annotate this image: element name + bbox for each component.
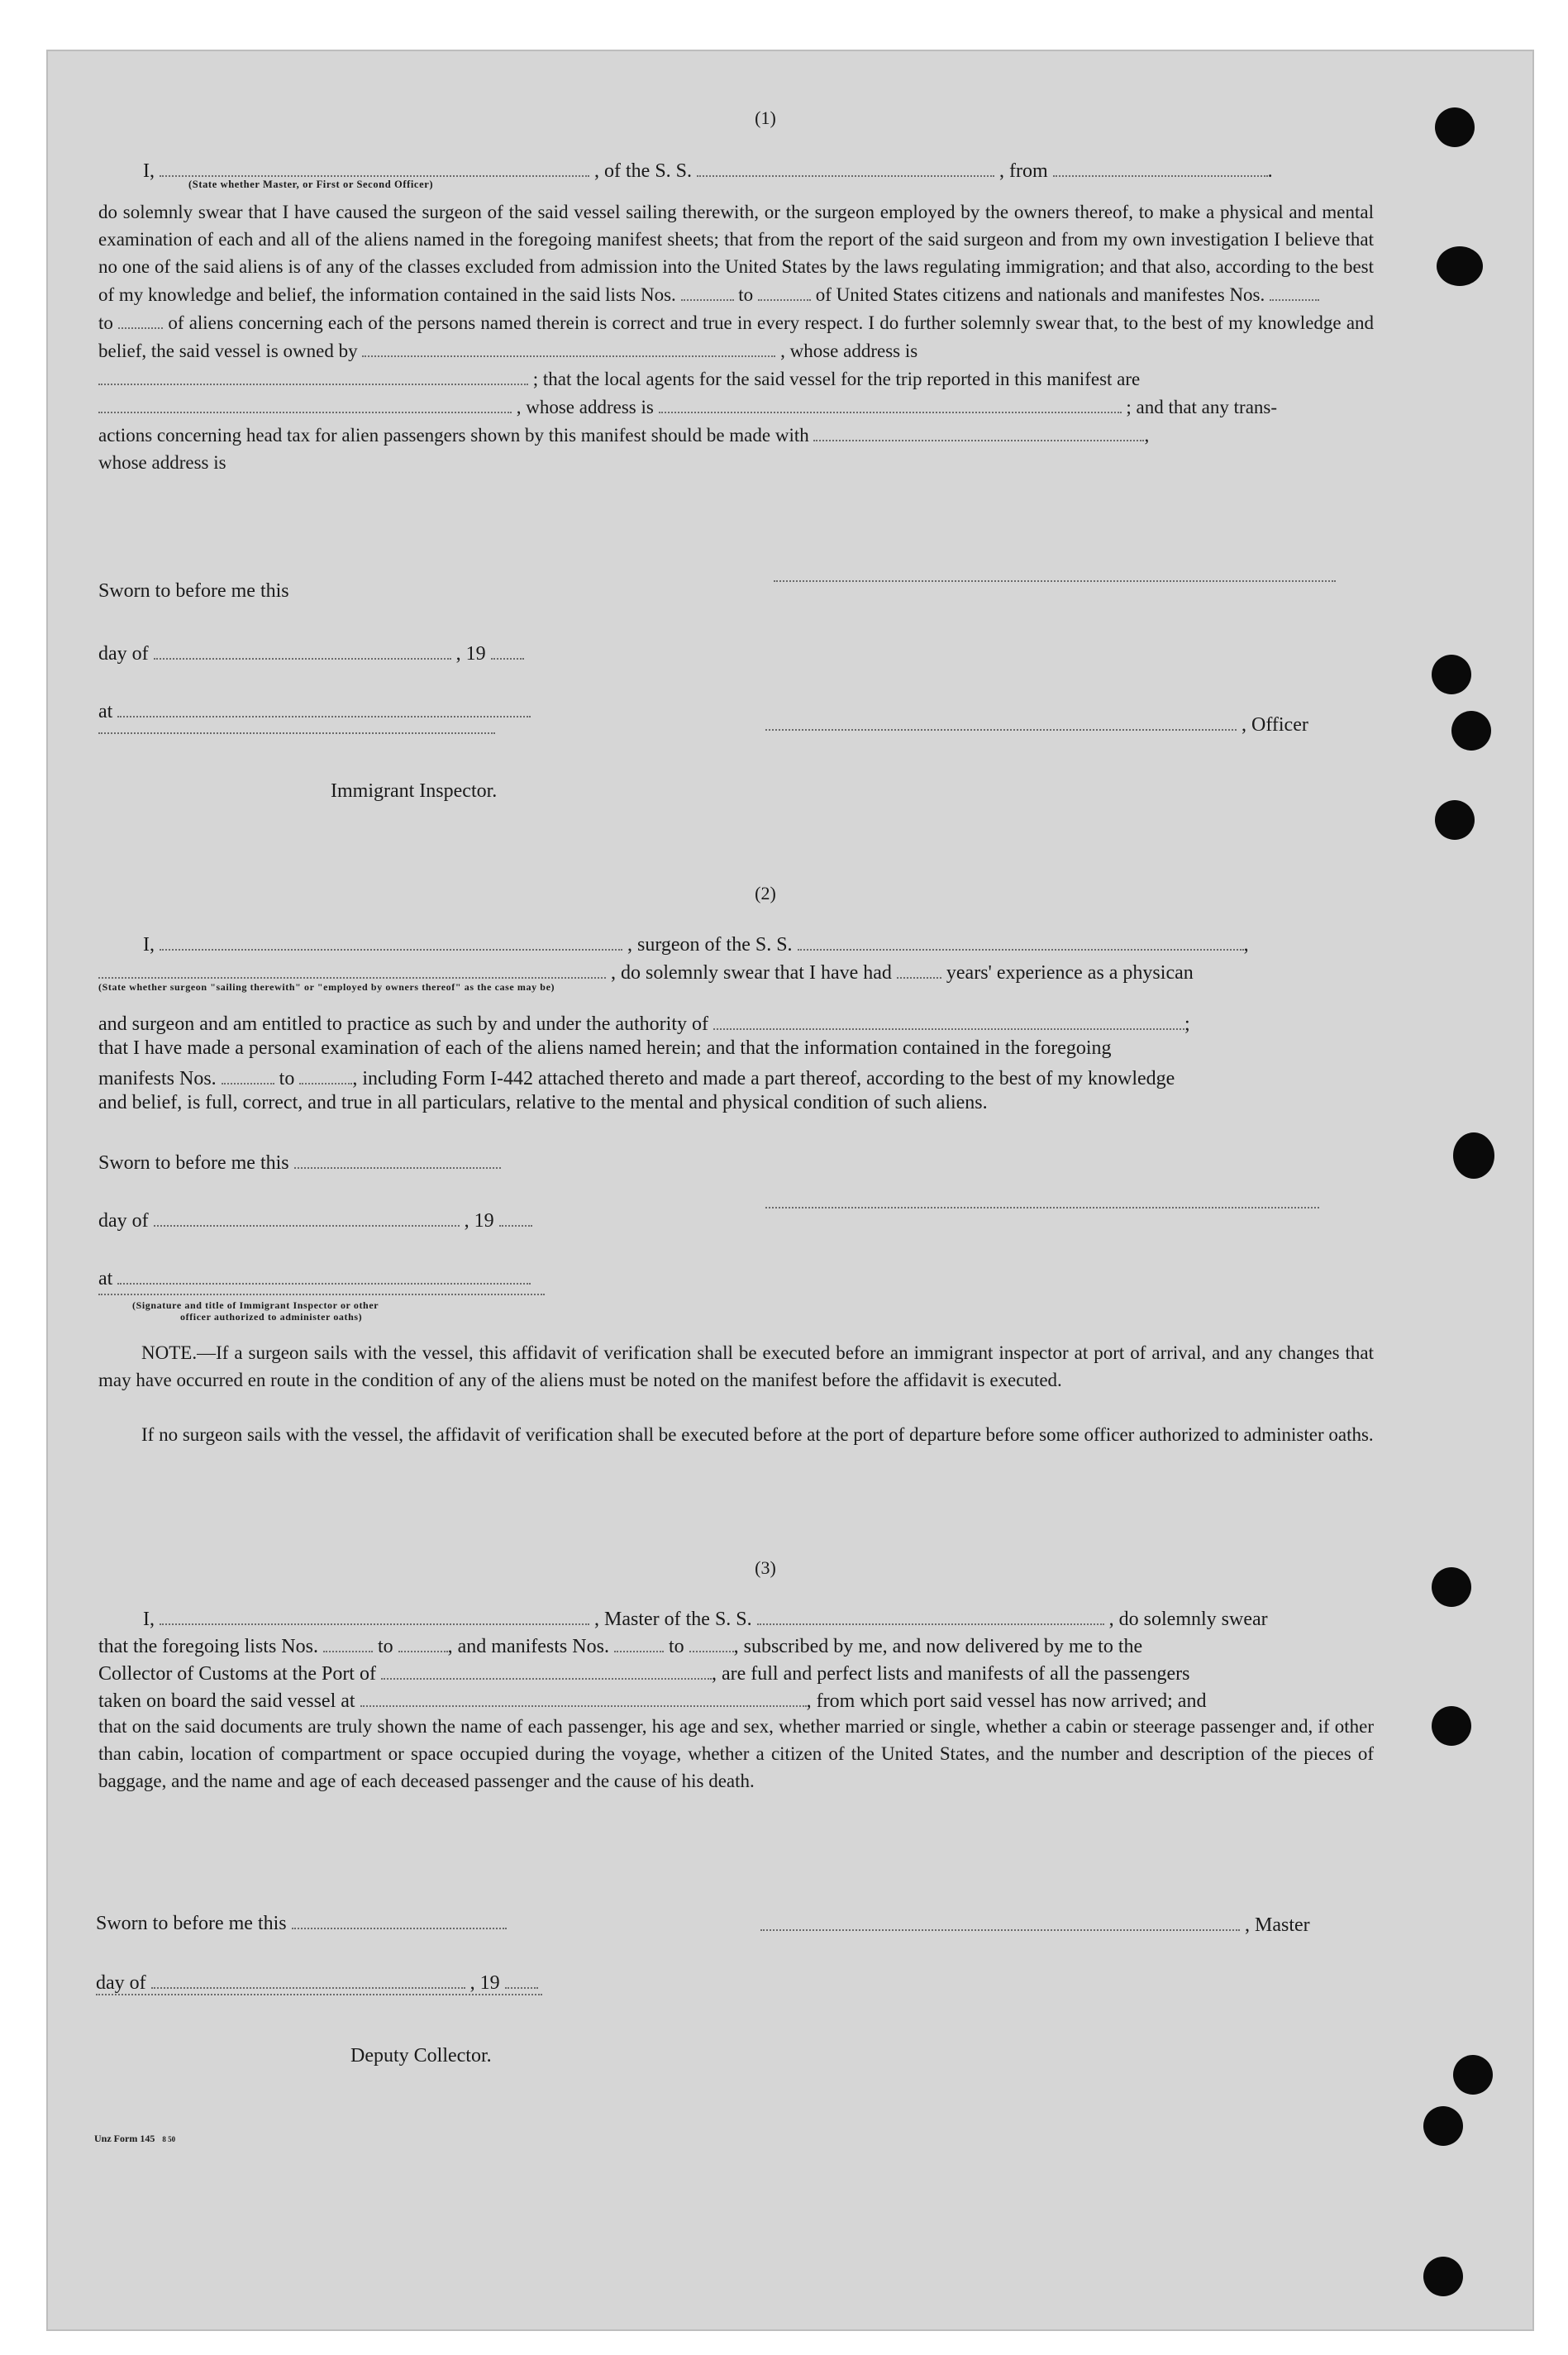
lists-to-field[interactable] [758,280,811,301]
master-name-field[interactable] [160,1604,589,1625]
form-page [46,50,1534,2331]
surgeon-status-field[interactable] [98,957,606,979]
label: day of [98,643,149,665]
local-agents-field[interactable] [98,393,512,413]
manifests-from-field[interactable] [1270,280,1319,301]
owner-address-field[interactable] [98,365,528,385]
label: , are full and perfect lists and manifests of all the passengers [711,1663,1190,1685]
section3-paragraph: that on the said documents are truly shown the name of each passenger, his age and sex, whether married or single, whether a cabin or steerage passenger and, if other than cabin, location of compartment or space occupied during the voyage, whether a citizen of the United States, and the number and description of the pieces of baggage, and the name and age of each deceased passenger and the cause of his death. [98,1716,1374,1791]
label: . [1267,160,1273,182]
label: , [1144,425,1150,446]
label: to [98,312,113,333]
label: manifests Nos. [98,1068,217,1089]
collector-signature-field[interactable] [96,1994,542,1995]
label: whose address is [98,452,226,473]
day-field[interactable] [154,1205,460,1227]
years-field[interactable] [897,957,941,979]
at-place-field[interactable] [117,696,531,717]
label: , from which port said vessel has now arrived; and [806,1690,1207,1712]
label: , 19 [464,1210,494,1232]
label: , [1243,934,1249,956]
port-field[interactable] [381,1658,712,1680]
note-paragraph: NOTE.—If a surgeon sails with the vessel, this affidavit of verification shall be executed before an immigrant inspector at port of arrival, and any changes that may have occurred en route in the condition of any of the aliens must be noted on the manifest before the affidavit is executed. [98,1342,1374,1390]
master-signature-field[interactable] [760,1909,1240,1931]
label: to [279,1068,295,1089]
section3-line-4 [98,1685,1206,1714]
label: , of the S. S. [594,160,693,182]
deputy-label: Deputy Collector. [350,2045,492,2067]
sworn-line [98,579,289,603]
day-line [98,638,524,666]
officer-signature-field[interactable] [774,580,1336,582]
label: at [98,1268,113,1290]
label: I, [143,1609,155,1630]
head-tax-party-field[interactable] [813,421,1144,441]
section-number: (1) [755,107,776,128]
label: ; and that any trans- [1126,397,1278,417]
owner-field[interactable] [362,336,775,357]
label: , Master of the S. S. [594,1609,752,1630]
inspector-signature-field[interactable] [98,732,495,734]
section2-line-4: that I have made a personal examination of each of the aliens named herein; and that the information contained in the foregoing [98,1037,1112,1059]
body-text: ; that the local agents for the said vessel for the trip reported in this manifest are [532,369,1141,389]
year-field[interactable] [499,1205,532,1227]
at-line [98,1263,531,1291]
label: , and manifests Nos. [447,1636,609,1657]
label: , Master [1245,1914,1310,1936]
section3-line-1 [143,1604,1268,1632]
inspector-label: Immigrant Inspector. [331,780,498,802]
sworn-line [98,1147,501,1175]
sworn-date-field[interactable] [294,1147,501,1169]
label: at [98,701,113,722]
officer-line [765,709,1308,737]
form-number [94,2133,175,2145]
punch-hole [1451,711,1491,751]
body-text: of aliens concerning each of the persons named therein is correct and true in every respect. I do further solemnly swear that, to the best of my knowledge and belief, the said vessel is owned by [98,312,1375,361]
manifests-to-field[interactable] [118,308,163,329]
surgeon-name-field[interactable] [160,929,622,951]
punch-hole [1432,655,1471,694]
note-paragraph: If no surgeon sails with the vessel, the affidavit of verification shall be executed before at the port of departure before some officer authorized to administer oaths. [141,1424,1374,1445]
label: , Officer [1242,714,1308,736]
signature-caption: (Signature and title of Immigrant Inspector or other [132,1299,379,1311]
form-code: 8 50 [162,2135,176,2143]
surgeon-signature-field[interactable] [765,1207,1319,1208]
sworn-date-field[interactable] [292,1908,507,1929]
day-line [98,1205,532,1233]
lists-from-field[interactable] [681,280,734,301]
label: , whose address is [780,341,918,361]
label: , do solemnly swear [1108,1609,1268,1630]
master-line [760,1909,1310,1938]
vessel-name-field[interactable] [757,1604,1104,1625]
vessel-name-field[interactable] [697,155,994,177]
officer-name-field[interactable] [765,709,1237,731]
inspector-signature-field[interactable] [98,1294,545,1295]
body-text: of United States citizens and nationals and manifestes Nos. [815,284,1265,305]
section2-line-5 [98,1063,1175,1091]
label: , including Form I-442 attached thereto and made a part thereof, according to the best of my knowledge [352,1068,1175,1089]
label: Sworn to before me this [98,1152,289,1174]
lists-from-field[interactable] [323,1631,373,1652]
section-number: (3) [755,1557,776,1578]
label: to [738,284,754,305]
label: to [668,1636,684,1657]
body-text: actions concerning head tax for alien passengers shown by this manifest should be made with [98,425,809,446]
label: , subscribed by me, and now delivered by me to the [733,1636,1143,1657]
label: to [377,1636,393,1657]
manifests-to-field[interactable] [689,1631,734,1652]
form-label: Unz Form 145 [94,2133,155,2144]
label: , 19 [455,643,486,665]
section3-line-2 [98,1631,1142,1659]
section3-line-3 [98,1658,1189,1686]
label: , 19 [469,1972,500,1994]
day-field[interactable] [154,638,451,660]
at-place-field[interactable] [117,1263,531,1285]
manifests-from-field[interactable] [222,1063,274,1085]
label: taken on board the said vessel at [98,1690,355,1712]
authority-field[interactable] [713,1008,1184,1030]
manifests-to-field[interactable] [299,1063,352,1085]
punch-hole [1453,1132,1494,1179]
punch-hole [1423,2257,1463,2296]
label: , whose address is [516,397,654,417]
section2-line-6: and belief, is full, correct, and true in all particulars, relative to the mental and physical condition of such aliens. [98,1092,988,1113]
label: Collector of Customs at the Port of [98,1663,376,1685]
at-line [98,696,531,724]
from-port-field[interactable] [1053,155,1268,177]
signature-caption: officer authorized to administer oaths) [180,1311,363,1323]
section2-line-1 [143,929,1249,957]
day-field[interactable] [151,1967,465,1989]
label: Sworn to before me this [96,1913,287,1934]
label: , surgeon of the S. S. [627,934,793,956]
day-line [96,1967,538,1995]
label: and surgeon and am entitled to practice as such by and under the authority of [98,1013,708,1035]
label: day of [98,1210,149,1232]
label: day of [96,1972,146,1994]
year-field[interactable] [505,1967,538,1989]
agents-address-field[interactable] [659,393,1122,413]
label: I, [143,160,155,182]
vessel-name-field[interactable] [798,929,1244,951]
section1-paragraph [98,198,1374,476]
label: ; [1184,1013,1190,1035]
lists-to-field[interactable] [398,1631,448,1652]
label: that the foregoing lists Nos. [98,1636,318,1657]
punch-hole [1423,2106,1463,2146]
punch-hole [1432,1706,1471,1746]
label: Sworn to before me this [98,580,289,602]
punch-hole [1435,800,1475,840]
label: years' experience as a physican [946,962,1194,984]
year-field[interactable] [491,638,524,660]
manifests-from-field[interactable] [614,1631,664,1652]
departure-port-field[interactable] [360,1685,807,1707]
master-name-field[interactable] [160,155,589,177]
field-caption: (State whether surgeon "sailing therewith" or "employed by owners thereof" as the case may be) [98,981,555,993]
label: , from [999,160,1048,182]
punch-hole [1453,2055,1493,2095]
punch-hole [1437,246,1483,286]
section2-line-3 [98,1008,1190,1037]
sworn-line [96,1908,507,1936]
field-caption: (State whether Master, or First or Second Officer) [188,179,434,190]
label: , do solemnly swear that I have had [611,962,892,984]
label: I, [143,934,155,956]
body-text: do solemnly swear that I have caused the surgeon of the said vessel sailing therewith, or the surgeon employed by the owners thereof, to make a physical and mental examination of each and all of the aliens named in the foregoing manifest sheets; that from the report of the said surgeon and from my own investigation I believe that no one of the said aliens is of any of the classes excluded from admission into the United States by the laws regulating immigration; and that also, according to the best of my knowledge and belief, the information contained in the said lists Nos. [98,202,1374,305]
section-number: (2) [755,883,776,903]
